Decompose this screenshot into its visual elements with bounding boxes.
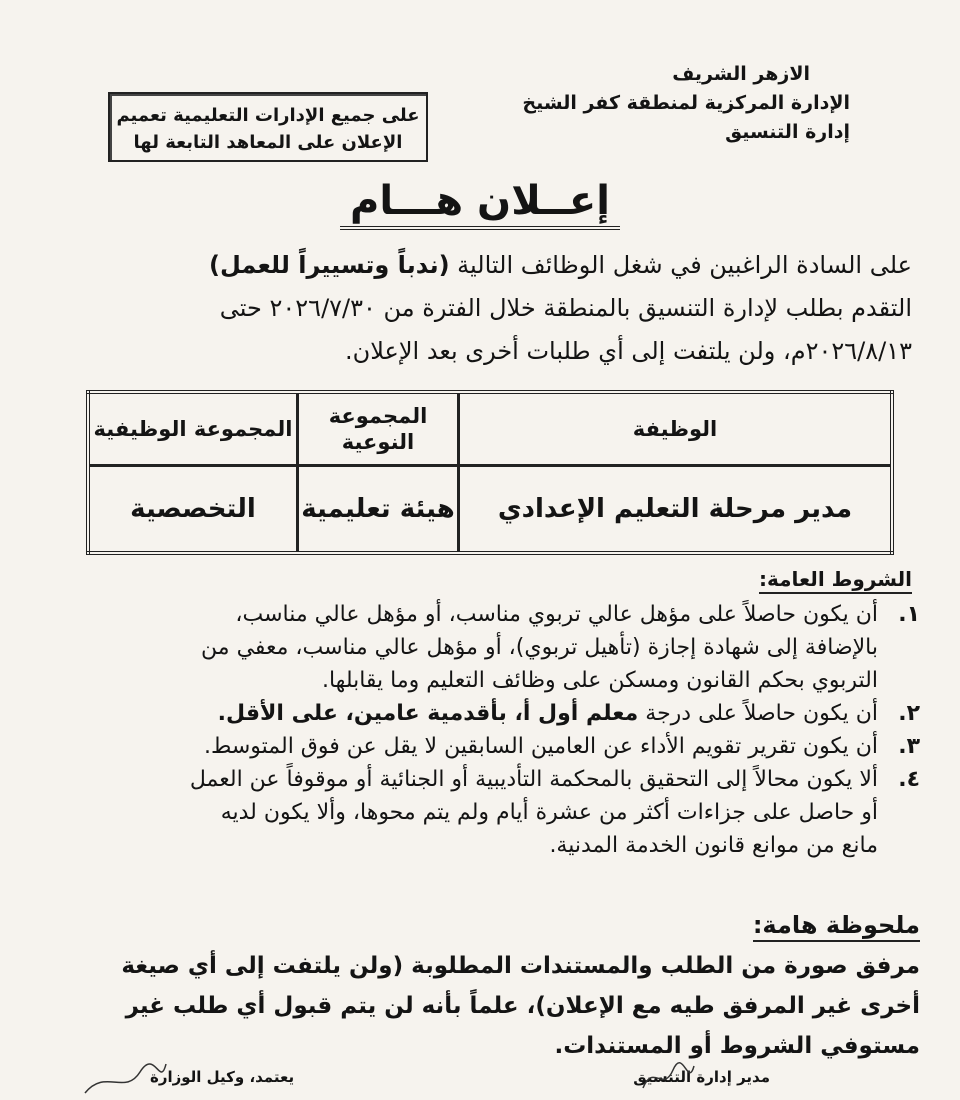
header-type-group-line-2: النوعية <box>341 430 415 454</box>
signature-scribble-icon <box>80 1058 170 1098</box>
condition-4-line-3: مانع من موانع قانون الخدمة المدنية. <box>549 833 878 858</box>
intro-line-2: التقدم بطلب لإدارة التنسيق بالمنطقة خلال الفترة من ٢٠٢٦/٧/٣٠ حتى <box>219 294 912 322</box>
signature-undersecretary: يعتمد، وكيل الوزارة <box>150 1068 295 1086</box>
note-line-3: مستوفي الشروط أو المستندات. <box>554 1033 920 1059</box>
condition-item <box>40 697 920 730</box>
condition-item <box>40 598 920 697</box>
conditions-list <box>40 598 920 862</box>
organization-header <box>490 60 850 147</box>
note-heading: ملحوظة هامة: <box>753 910 920 942</box>
signature-coordination-director: مدير إدارة التنسيق <box>633 1068 770 1086</box>
note-line-2: أخرى غير المرفق طيه مع الإعلان)، علماً بأنه لن يتم قبول أي طلب غير <box>125 993 920 1019</box>
header-functional-group: المجموعة الوظيفية <box>88 392 298 466</box>
table-row <box>88 466 892 554</box>
condition-1-line-1: أن يكون حاصلاً على مؤهل عالي تربوي مناسب، أو مؤهل عالي مناسب، <box>235 602 878 627</box>
announcement-title-text: إعــلان هـــام <box>340 178 620 230</box>
announcement-title <box>0 178 960 224</box>
org-line-central-admin: الإدارة المركزية لمنطقة كفر الشيخ <box>522 92 850 114</box>
intro-line-1-emphasis: (ندباً وتسييراً للعمل) <box>209 251 450 279</box>
intro-line-1-text: على السادة الراغبين في شغل الوظائف التالية <box>449 251 912 279</box>
intro-line-1 <box>32 244 912 287</box>
org-line-azhar: الازهر الشريف <box>672 63 810 85</box>
cell-functional-group: التخصصية <box>88 466 298 554</box>
note-body <box>40 946 920 1066</box>
condition-3-line-1: أن يكون تقرير تقويم الأداء عن العامين السابقين لا يقل عن فوق المتوسط. <box>203 734 878 759</box>
condition-1-line-3: التربوي بحكم القانون ومسكن على وظائف التعليم وما يقابلها. <box>321 668 878 693</box>
box-note-line-2: الإعلان على المعاهد التابعة لها <box>133 132 403 153</box>
header-type-group <box>298 392 459 466</box>
org-line-coordination: إدارة التنسيق <box>725 121 850 143</box>
condition-item <box>40 763 920 862</box>
cell-job: مدير مرحلة التعليم الإعدادي <box>459 466 893 554</box>
condition-2-emphasis: معلم أول أ، بأقدمية عامين، على الأقل. <box>217 701 639 726</box>
box-note-line-1: على جميع الإدارات التعليمية تعميم <box>116 105 420 126</box>
condition-1-line-2: بالإضافة إلى شهادة إجازة (تأهيل تربوي)، أو مؤهل عالي مناسب، معفي من <box>201 635 878 660</box>
signature-scribble-icon <box>638 1058 698 1098</box>
note-line-1: مرفق صورة من الطلب والمستندات المطلوبة (ولن يلتفت إلى أي صيغة <box>121 953 920 979</box>
circulation-box-note <box>108 92 428 162</box>
condition-2-text: أن يكون حاصلاً على درجة <box>638 701 878 726</box>
condition-4-line-2: أو حاصل على جزاءات أكثر من عشرة أيام ولم يتم محوها، وألا يكون لديه <box>220 800 878 825</box>
condition-4-line-1: ألا يكون محالاً إلى التحقيق بالمحكمة التأديبية أو الجنائية أو موقوفاً عن العمل <box>189 767 878 792</box>
condition-number: ٣. <box>898 734 920 759</box>
jobs-table <box>86 390 894 555</box>
condition-2-line-1 <box>40 697 878 730</box>
intro-line-3: ٢٠٢٦/٨/١٣م، ولن يلتفت إلى أي طلبات أخرى بعد الإعلان. <box>344 337 912 365</box>
header-job: الوظيفة <box>459 392 893 466</box>
cell-type-group: هيئة تعليمية <box>298 466 459 554</box>
condition-number: ٤. <box>898 767 920 792</box>
condition-item <box>40 730 920 763</box>
condition-number: ٢. <box>898 701 920 726</box>
intro-paragraph <box>32 244 912 373</box>
condition-number: ١. <box>898 602 920 627</box>
jobs-table-header-row <box>88 392 892 466</box>
conditions-heading: الشروط العامة: <box>759 566 912 594</box>
header-type-group-line-1: المجموعة <box>328 404 428 428</box>
